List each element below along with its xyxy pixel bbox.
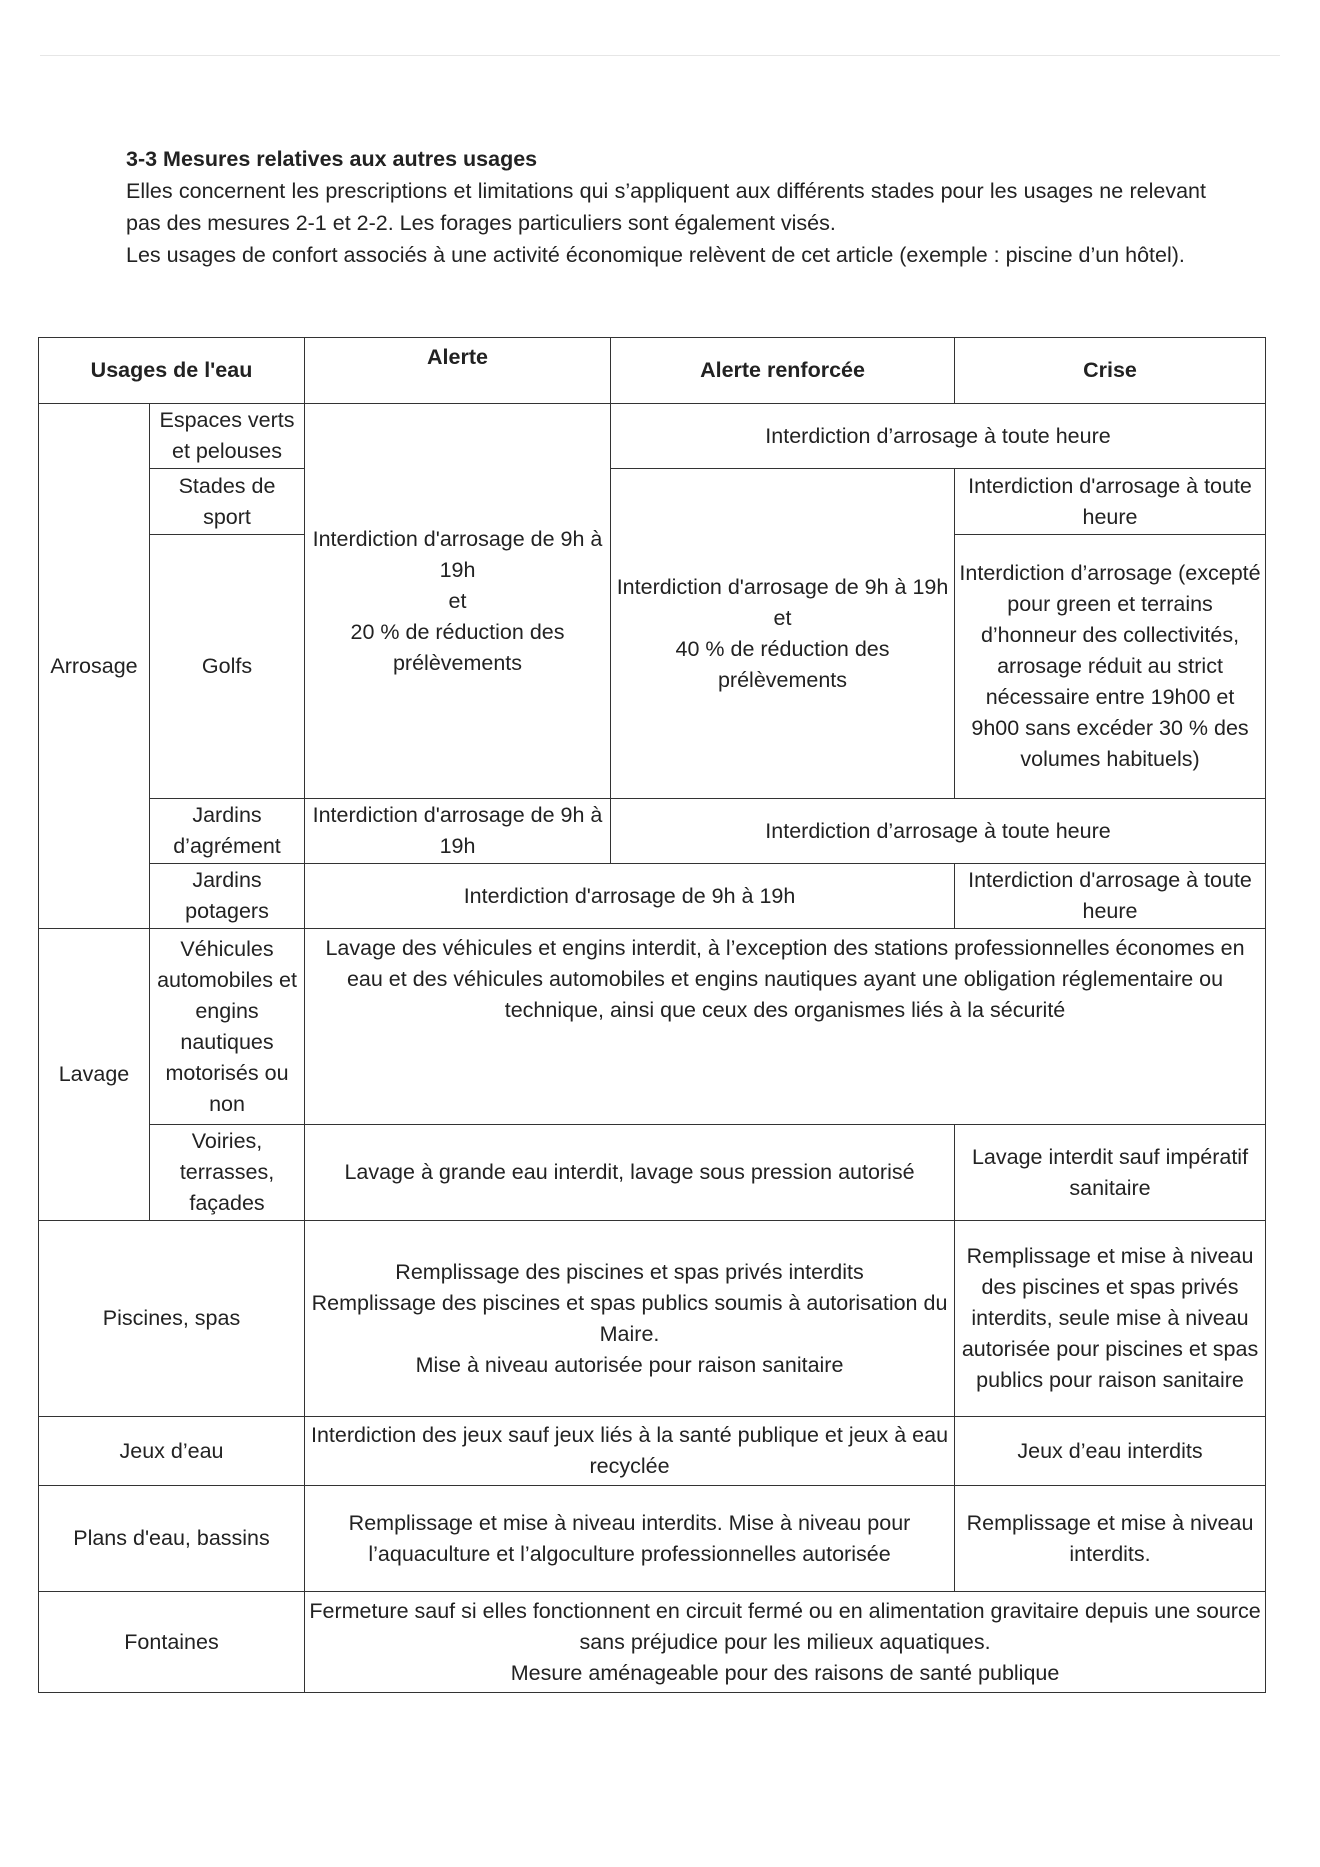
table-row	[39, 1221, 1266, 1417]
table-row	[39, 1592, 1266, 1693]
usage-espaces-verts: Espaces verts et pelouses	[150, 404, 305, 469]
piscines-alerte-ar-cell: Remplissage des piscines et spas privés interdits Remplissage des piscines et spas publics soumis à autorisation du Maire. Mise à niveau autorisée pour raison sanitaire	[305, 1221, 955, 1417]
espaces-verts-ar-crise-cell: Interdiction d’arrosage à toute heure	[611, 404, 1266, 469]
category-piscines: Piscines, spas	[39, 1221, 305, 1417]
category-arrosage: Arrosage	[39, 404, 150, 929]
voiries-alerte-ar-cell: Lavage à grande eau interdit, lavage sous pression autorisé	[305, 1125, 955, 1221]
usage-jardins-potagers: Jardins potagers	[150, 864, 305, 929]
water-usage-measures-table	[38, 337, 1266, 1693]
usage-stades: Stades de sport	[150, 469, 305, 535]
table-row	[39, 404, 1266, 469]
table-row	[39, 1417, 1266, 1486]
scan-artifact-line	[40, 55, 1280, 56]
usage-voiries: Voiries, terrasses, façades	[150, 1125, 305, 1221]
header-alerte: Alerte	[305, 338, 611, 404]
arrosage-alerte-cell: Interdiction d'arrosage de 9h à 19h et 20 % de réduction des prélèvements	[305, 404, 611, 799]
category-plans-eau: Plans d'eau, bassins	[39, 1486, 305, 1592]
section-heading: 3-3 Mesures relatives aux autres usages	[126, 147, 538, 171]
category-jeux: Jeux d’eau	[39, 1417, 305, 1486]
jeux-alerte-ar-cell: Interdiction des jeux sauf jeux liés à la santé publique et jeux à eau recyclée	[305, 1417, 955, 1486]
table-row	[39, 1486, 1266, 1592]
jeux-crise-cell: Jeux d’eau interdits	[955, 1417, 1266, 1486]
table-row	[39, 469, 1266, 535]
intro-paragraph-1: Elles concernent les prescriptions et limitations qui s’appliquent aux différents stades pour les usages ne relevant pas des mesures 2-1 et 2-2. Les forages particuliers sont également visés.	[126, 179, 1206, 235]
table-row	[39, 799, 1266, 864]
stades-golfs-ar-cell: Interdiction d'arrosage de 9h à 19h et 40 % de réduction des prélèvements	[611, 469, 955, 799]
usage-jardins-agrement: Jardins d’agrément	[150, 799, 305, 864]
golfs-crise-cell: Interdiction d’arrosage (excepté pour green et terrains d’honneur des collectivités, arrosage réduit au strict nécessaire entre 19h00 et 9h00 sans excéder 30 % des volumes habituels)	[955, 535, 1266, 799]
intro-paragraph-2: Les usages de confort associés à une activité économique relèvent de cet article (exemple : piscine d’un hôtel).	[126, 243, 1185, 267]
stades-crise-cell: Interdiction d'arrosage à toute heure	[955, 469, 1266, 535]
jardins-agrement-ar-crise-cell: Interdiction d’arrosage à toute heure	[611, 799, 1266, 864]
plans-crise-cell: Remplissage et mise à niveau interdits.	[955, 1486, 1266, 1592]
plans-alerte-ar-cell: Remplissage et mise à niveau interdits. Mise à niveau pour l’aquaculture et l’algoculture professionnelles autorisée	[305, 1486, 955, 1592]
category-lavage: Lavage	[39, 929, 150, 1221]
jardins-potagers-alerte-ar-cell: Interdiction d'arrosage de 9h à 19h	[305, 864, 955, 929]
header-alerte-renforcee: Alerte renforcée	[611, 338, 955, 404]
header-usages: Usages de l'eau	[39, 338, 305, 404]
section-intro	[126, 143, 1206, 271]
table-row	[39, 864, 1266, 929]
jardins-potagers-crise-cell: Interdiction d'arrosage à toute heure	[955, 864, 1266, 929]
category-fontaines: Fontaines	[39, 1592, 305, 1693]
table-row	[39, 1125, 1266, 1221]
fontaines-all-cell: Fermeture sauf si elles fonctionnent en circuit fermé ou en alimentation gravitaire depuis une source sans préjudice pour les milieux aquatiques. Mesure aménageable pour des raisons de santé publique	[305, 1592, 1266, 1693]
voiries-crise-cell: Lavage interdit sauf impératif sanitaire	[955, 1125, 1266, 1221]
usage-golfs: Golfs	[150, 535, 305, 799]
usage-vehicules: Véhicules automobiles et engins nautiques motorisés ou non	[150, 929, 305, 1125]
table-row	[39, 929, 1266, 1125]
header-crise: Crise	[955, 338, 1266, 404]
jardins-agrement-alerte-cell: Interdiction d'arrosage de 9h à 19h	[305, 799, 611, 864]
vehicules-all-cell: Lavage des véhicules et engins interdit, à l’exception des stations professionnelles économes en eau et des véhicules automobiles et engins nautiques ayant une obligation réglementaire ou technique, ainsi que ceux des organismes liés à la sécurité	[305, 929, 1266, 1125]
table-header-row	[39, 338, 1266, 404]
piscines-crise-cell: Remplissage et mise à niveau des piscines et spas privés interdits, seule mise à niveau autorisée pour piscines et spas publics pour raison sanitaire	[955, 1221, 1266, 1417]
